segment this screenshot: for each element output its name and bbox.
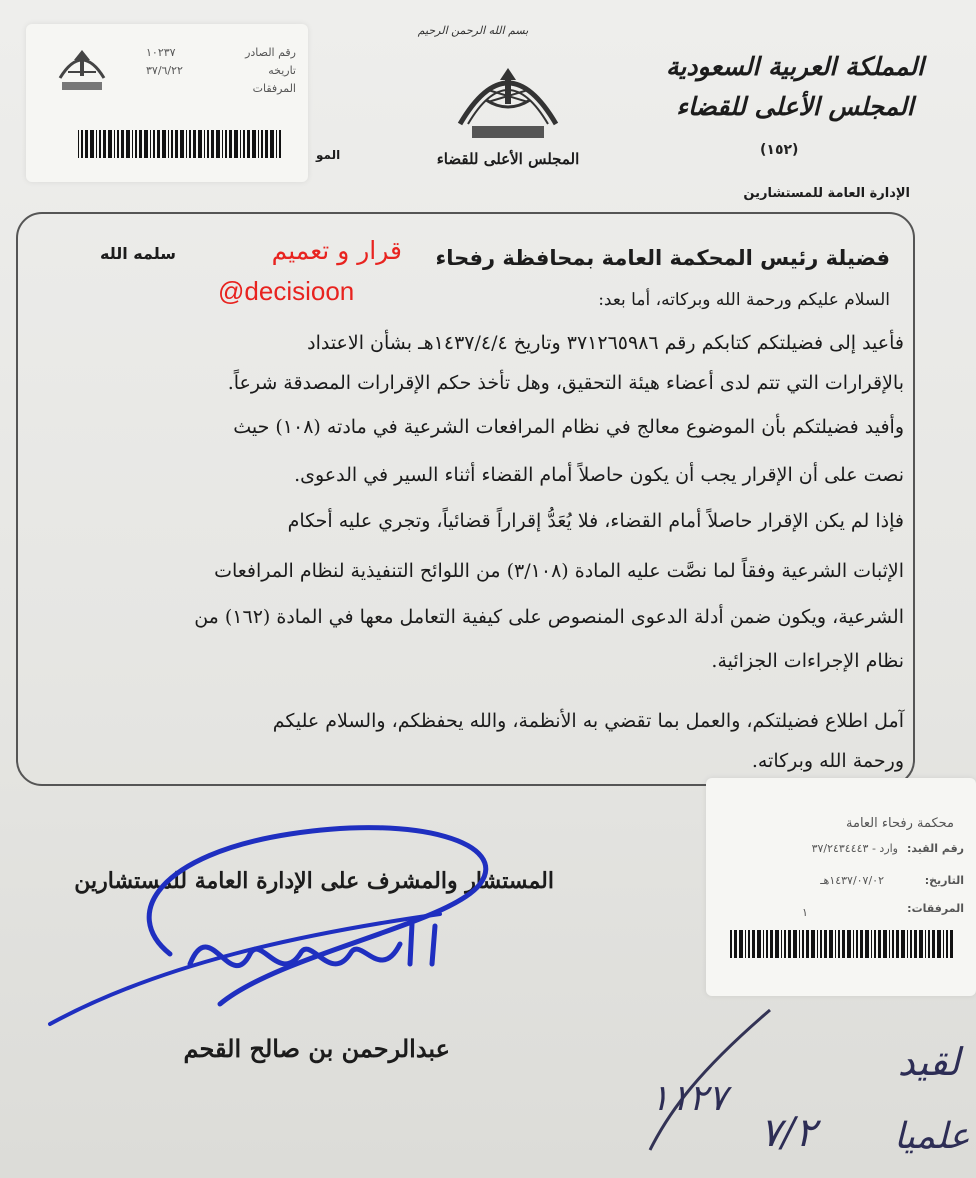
barcode-bar [874, 930, 876, 958]
para1-line2: بالإقرارات التي تتم لدى أعضاء هيئة التحقيق، وهل تأخذ حكم الإقرارات المصدقة شرعاً. [227, 372, 904, 394]
barcode-bar [90, 130, 94, 158]
barcode-bar [144, 130, 148, 158]
barcode-bar [763, 930, 764, 958]
barcode-bar [126, 130, 130, 158]
signatory-name: عبدالرحمن بن صالح القحم [183, 1034, 450, 1063]
barcode-bar [243, 130, 245, 158]
barcode-bar [81, 130, 83, 158]
barcode-bar [189, 130, 191, 158]
barcode-bar [222, 130, 223, 158]
barcode-bar [153, 130, 155, 158]
para3-line4: نظام الإجراءات الجزائية. [711, 650, 904, 672]
barcode-bar [103, 130, 106, 158]
receipt-barcode [730, 930, 960, 958]
barcode-bar [270, 130, 274, 158]
letter-salutation-right: سلمه الله [100, 244, 176, 263]
barcode-bar [932, 930, 935, 958]
para3-line2: الإثبات الشرعية وفقاً لما نصَّت عليه المادة (٣/١٠٨) من اللوائح التنفيذية لنظام المرافعات [214, 560, 904, 582]
barcode-bar [168, 130, 169, 158]
barcode-bar [216, 130, 220, 158]
barcode-bar [770, 930, 773, 958]
signature-scribble-icon [40, 814, 510, 1044]
barcode-bar [162, 130, 166, 158]
receipt-attach-label: المرفقات: [907, 902, 964, 915]
barcode-bar [276, 130, 277, 158]
receipt-date-label: التاريخ: [924, 874, 964, 887]
barcode-bar [811, 930, 815, 958]
barcode-bar [748, 930, 750, 958]
barcode-bar [824, 930, 827, 958]
para3-line3: الشرعية، ويكون ضمن أدلة الدعوى المنصوص على كيفية التعامل معها في المادة (١٦٢) من [194, 606, 904, 628]
para3-line1: فإذا لم يكن الإقرار حاصلاً أمام القضاء، فلا يُعَدُّ إقراراً قضائياً، وتجري عليه أحكام [287, 510, 904, 532]
barcode-bar [817, 930, 818, 958]
barcode-bar [114, 130, 115, 158]
barcode-bar [878, 930, 881, 958]
barcode-bar [806, 930, 809, 958]
barcode-bar [871, 930, 872, 958]
barcode-bar [856, 930, 858, 958]
barcode-bar [132, 130, 133, 158]
receipt-stamp [706, 778, 976, 996]
reference-stamp [26, 24, 308, 182]
para4-line1: آمل اطلاع فضيلتكم، والعمل بما تقضي به الأنظمة، والله يحفظكم، والسلام عليكم [272, 710, 904, 732]
barcode-bar [108, 130, 112, 158]
receipt-date-value: ١٤٣٧/٠٧/٠٢هـ [820, 874, 884, 887]
barcode-bar [730, 930, 732, 958]
barcode-bar [919, 930, 923, 958]
barcode-bar [820, 930, 822, 958]
barcode-bar [211, 130, 214, 158]
barcode-bar [757, 930, 761, 958]
department-name: الإدارة العامة للمستشارين [743, 186, 910, 201]
barcode-bar [186, 130, 187, 158]
barcode-bar [842, 930, 845, 958]
council-emblem-icon [448, 50, 568, 146]
barcode-bar [775, 930, 779, 958]
barcode-bar [96, 130, 97, 158]
barcode-bar [907, 930, 908, 958]
header-country: المملكة العربية السعودية [665, 52, 925, 81]
barcode-bar [247, 130, 250, 158]
receipt-attach-value: ١ [802, 906, 808, 919]
barcode-bar [799, 930, 800, 958]
barcode-bar [781, 930, 782, 958]
para2-line2: نصت على أن الإقرار يجب أن يكون حاصلاً أمام القضاء أثناء السير في الدعوى. [294, 464, 904, 486]
basmala: بسم الله الرحمن الرحيم [417, 24, 529, 37]
barcode-bar [258, 130, 259, 158]
barcode-bar [892, 930, 894, 958]
barcode-bar [180, 130, 184, 158]
barcode-bar [225, 130, 227, 158]
header-council: المجلس الأعلى للقضاء [676, 92, 914, 121]
council-emblem-small-icon [52, 38, 112, 96]
barcode-bar [175, 130, 178, 158]
barcode-bar [793, 930, 797, 958]
barcode-bar [85, 130, 88, 158]
barcode-bar [788, 930, 791, 958]
handwritten-word-2: علميا [893, 1116, 970, 1157]
barcode-bar [853, 930, 854, 958]
receipt-court: محكمة رفحاء العامة [846, 816, 954, 831]
barcode-bar [78, 130, 79, 158]
barcode-bar [139, 130, 142, 158]
letter-addressee: فضيلة رئيس المحكمة العامة بمحافظة رفحاء [435, 246, 890, 270]
barcode-bar [121, 130, 124, 158]
barcode-bar [207, 130, 209, 158]
para1-line1: فأعيد إلى فضيلتكم كتابكم رقم ٣٧١٢٦٥٩٨٦ وتاريخ ١٤٣٧/٤/٤هـ بشأن الاعتداد [307, 332, 904, 354]
barcode-bar [901, 930, 905, 958]
barcode-bar [766, 930, 768, 958]
barcode-bar [838, 930, 840, 958]
barcode-bar [193, 130, 196, 158]
barcode-bar [889, 930, 890, 958]
receipt-reg-value: وارد - ٣٧/٢٤٣٤٤٤٣ [811, 842, 898, 855]
barcode-bar [99, 130, 101, 158]
barcode-bar [171, 130, 173, 158]
header-code: (١٥٢) [760, 142, 799, 158]
handwritten-number: ١١٢٧ [650, 1078, 728, 1119]
barcode-bar [734, 930, 737, 958]
barcode-bar [229, 130, 232, 158]
para4-line2: ورحمة الله وبركاته. [751, 750, 904, 772]
barcode-bar [883, 930, 887, 958]
barcode-bar [117, 130, 119, 158]
handwritten-date: ٧/٢ [760, 1110, 817, 1156]
signatory-title: المستشار والمشرف على الإدارة العامة للمستشارين [74, 868, 554, 894]
barcode-bar [829, 930, 833, 958]
ref-label-date: تاريخه [268, 64, 296, 77]
barcode-bar [914, 930, 917, 958]
barcode-bar [198, 130, 202, 158]
barcode-bar [937, 930, 941, 958]
barcode-bar [928, 930, 930, 958]
subject-label: المو [316, 148, 341, 162]
barcode-bar [265, 130, 268, 158]
barcode-bar [784, 930, 786, 958]
ref-label-attachments: المرفقات [252, 82, 296, 95]
barcode-bar [752, 930, 755, 958]
barcode-bar [240, 130, 241, 158]
overlay-handle: @decisioon [218, 276, 355, 306]
barcode-bar [860, 930, 863, 958]
barcode-bar [896, 930, 899, 958]
barcode-bar [739, 930, 743, 958]
receipt-reg-label: رقم القيد: [906, 842, 964, 855]
barcode-bar [252, 130, 256, 158]
emblem-caption: المجلس الأعلى للقضاء [436, 150, 580, 168]
para2-line1: وأفيد فضيلتكم بأن الموضوع معالج في نظام المرافعات الشرعية في مادته (١٠٨) حيث [233, 416, 904, 438]
ref-barcode [78, 130, 288, 158]
barcode-bar [910, 930, 912, 958]
barcode-bar [865, 930, 869, 958]
overlay-title: قرار و تعميم [271, 236, 402, 265]
barcode-bar [835, 930, 836, 958]
ref-label-number: رقم الصادر [245, 46, 296, 59]
letter-greeting: السلام عليكم ورحمة الله وبركاته، أما بعد: [598, 290, 890, 310]
barcode-bar [204, 130, 205, 158]
barcode-bar [745, 930, 746, 958]
ref-number: ١٠٢٣٧ [146, 46, 176, 59]
barcode-bar [802, 930, 804, 958]
barcode-bar [925, 930, 926, 958]
handwritten-word-1: لقيد [897, 1040, 960, 1084]
barcode-bar [261, 130, 263, 158]
barcode-bar [950, 930, 953, 958]
barcode-bar [150, 130, 151, 158]
barcode-bar [135, 130, 137, 158]
barcode-bar [157, 130, 160, 158]
barcode-bar [946, 930, 948, 958]
ref-date: ٣٧/٦/٢٢ [146, 64, 183, 77]
barcode-bar [847, 930, 851, 958]
barcode-bar [279, 130, 281, 158]
barcode-bar [943, 930, 944, 958]
barcode-bar [234, 130, 238, 158]
